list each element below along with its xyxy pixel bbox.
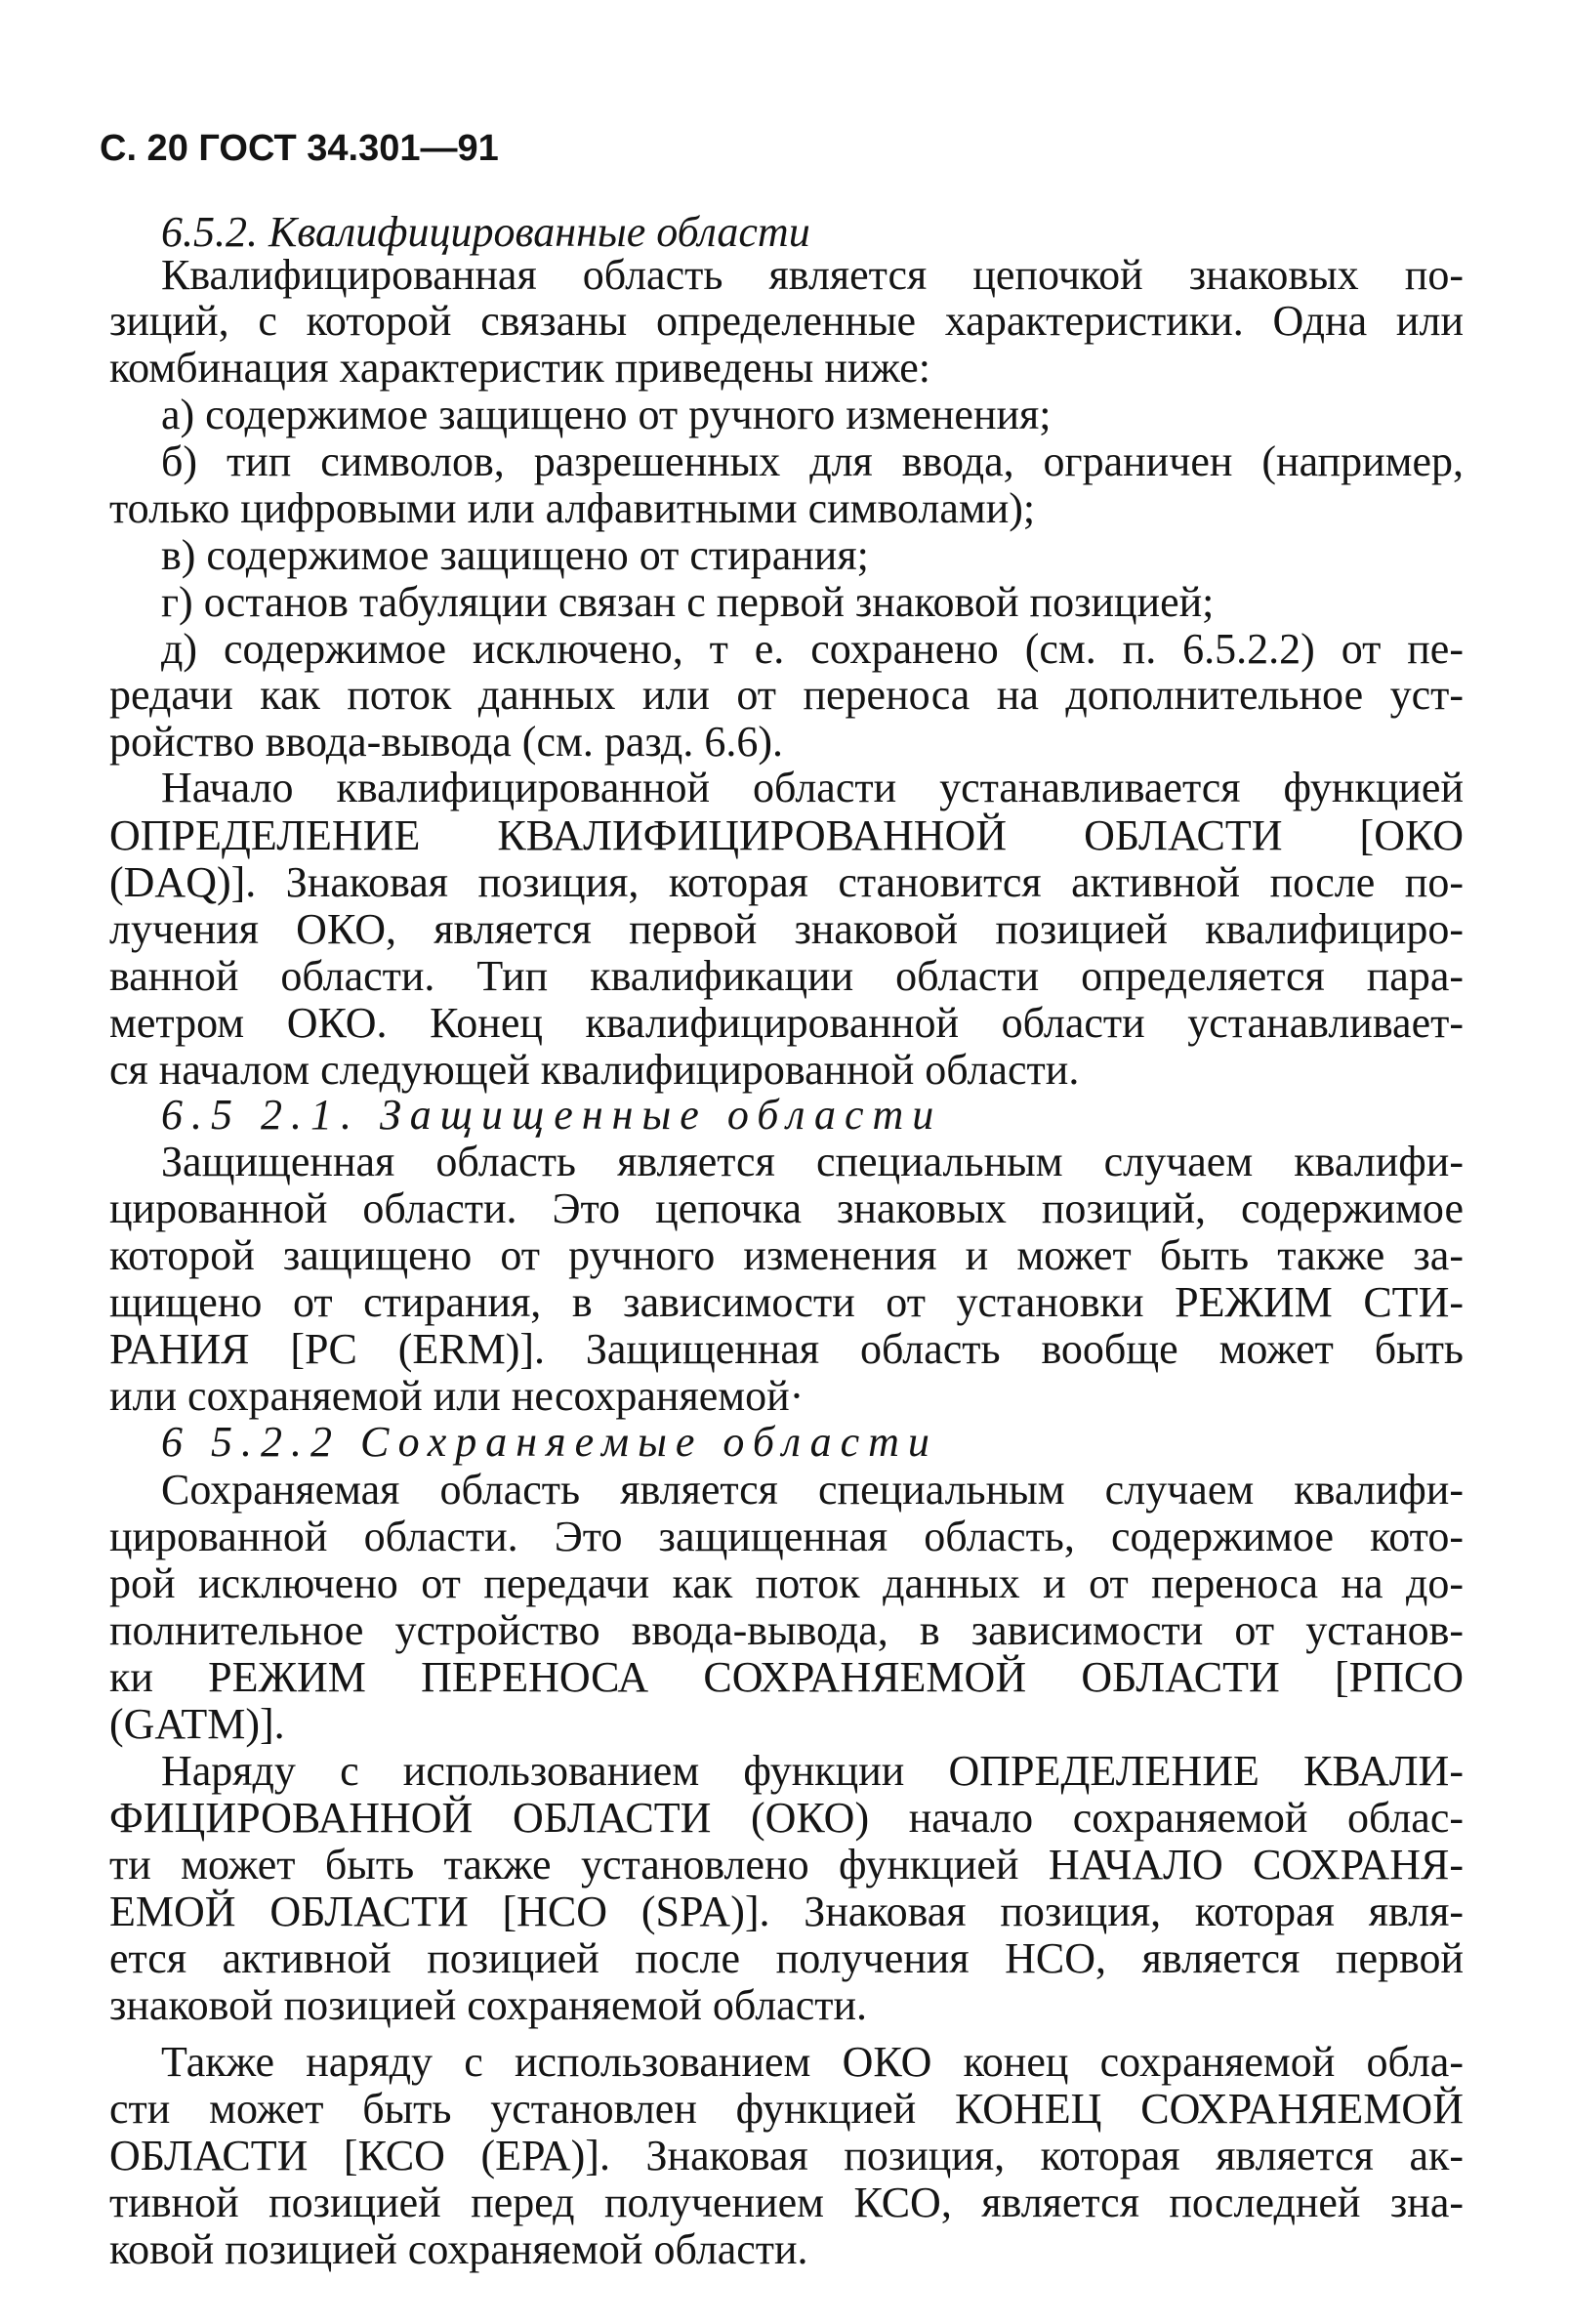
text-line: в) содержимое защищено от стирания; (161, 531, 869, 579)
text-line: ковой позицией сохраняемой области. (109, 2225, 808, 2273)
text-line: щищено от стирания, в зависимости от установки РЕЖИМ СТИ- (109, 1278, 1464, 1326)
text-line: комбинация характеристик приведены ниже: (109, 344, 931, 392)
text-line: зиций, с которой связаны определенные характеристики. Одна или (109, 297, 1464, 345)
text-line: б) тип символов, разрешенных для ввода, ограничен (например, (161, 437, 1464, 485)
text-line: Наряду с использованием функции ОПРЕДЕЛЕНИЕ КВАЛИ- (161, 1747, 1464, 1795)
text-line: ЕМОЙ ОБЛАСТИ [НСО (SPA)]. Знаковая позиция, которая явля- (109, 1888, 1464, 1935)
text-line: (GATM)]. (109, 1700, 285, 1748)
text-line: редачи как поток данных или от переноса на дополнительное уст- (109, 671, 1464, 719)
text-line: ется активной позицией после получения НСО, является первой (109, 1934, 1464, 1982)
text-line: ройство ввода-вывода (см. разд. 6.6). (109, 718, 783, 766)
text-line: Начало квалифицированной области устанавливается функцией (161, 764, 1464, 811)
text-line: ОПРЕДЕЛЕНИЕ КВАЛИФИЦИРОВАННОЙ ОБЛАСТИ [ОКО (109, 811, 1464, 859)
text-line: которой защищено от ручного изменения и может быть также за- (109, 1231, 1464, 1279)
text-line: Защищенная область является специальным случаем квалифи- (161, 1138, 1464, 1185)
text-line: ФИЦИРОВАННОЙ ОБЛАСТИ (ОКО) начало сохраняемой облас- (109, 1794, 1464, 1842)
section-heading: 6.5 2.1. Защищенные области (161, 1091, 943, 1139)
text-line: г) останов табуляции связан с первой знаковой позицией; (161, 578, 1215, 626)
text-line: полнительное устройство ввода-вывода, в зависимости от установ- (109, 1606, 1464, 1654)
text-line: лучения ОКО, является первой знаковой позицией квалифициро- (109, 905, 1464, 953)
text-line: только цифровыми или алфавитными символами); (109, 484, 1036, 532)
text-line: а) содержимое защищено от ручного изменения; (161, 391, 1052, 438)
text-line: ти может быть также установлено функцией НАЧАЛО СОХРАНЯ- (109, 1841, 1464, 1888)
text-line: (DAQ)]. Знаковая позиция, которая становится активной после по- (109, 858, 1464, 906)
text-line: РАНИЯ [PC (ERM)]. Защищенная область вообще может быть (109, 1325, 1464, 1373)
text-line: ванной области. Тип квалификации области определяется пара- (109, 952, 1464, 1000)
text-line: метром ОКО. Конец квалифицированной области устанавливает- (109, 999, 1464, 1047)
text-line: д) содержимое исключено, т е. сохранено (см. п. 6.5.2.2) от пе- (161, 625, 1464, 673)
text-line: Квалифицированная область является цепочкой знаковых по- (161, 251, 1464, 299)
text-line: тивной позицией перед получением КСО, является последней зна- (109, 2179, 1464, 2226)
section-heading: 6.5.2. Квалифицированные области (161, 208, 810, 256)
text-line: ки РЕЖИМ ПЕРЕНОСА СОХРАНЯЕМОЙ ОБЛАСТИ [РПСО (109, 1653, 1464, 1701)
page-header: С. 20 ГОСТ 34.301—91 (100, 128, 499, 169)
section-heading: 6 5.2.2 Сохраняемые области (161, 1418, 938, 1466)
text-line: или сохраняемой или несохраняемой· (109, 1372, 805, 1420)
text-line: ся началом следующей квалифицированной области. (109, 1046, 1080, 1094)
text-line: сти может быть установлен функцией КОНЕЦ СОХРАНЯЕМОЙ (109, 2085, 1464, 2133)
text-line: цированной области. Это защищенная область, содержимое кото- (109, 1513, 1464, 1560)
text-line: Также наряду с использованием ОКО конец сохраняемой обла- (161, 2038, 1464, 2086)
text-line: рой исключено от передачи как поток данных и от переноса на до- (109, 1559, 1464, 1607)
text-line: цированной области. Это цепочка знаковых позиций, содержимое (109, 1184, 1464, 1232)
text-line: Сохраняемая область является специальным случаем квалифи- (161, 1466, 1464, 1514)
text-line: знаковой позицией сохраняемой области. (109, 1981, 868, 2029)
text-line: ОБЛАСТИ [КСО (ЕРА)]. Знаковая позиция, которая является ак- (109, 2132, 1464, 2179)
